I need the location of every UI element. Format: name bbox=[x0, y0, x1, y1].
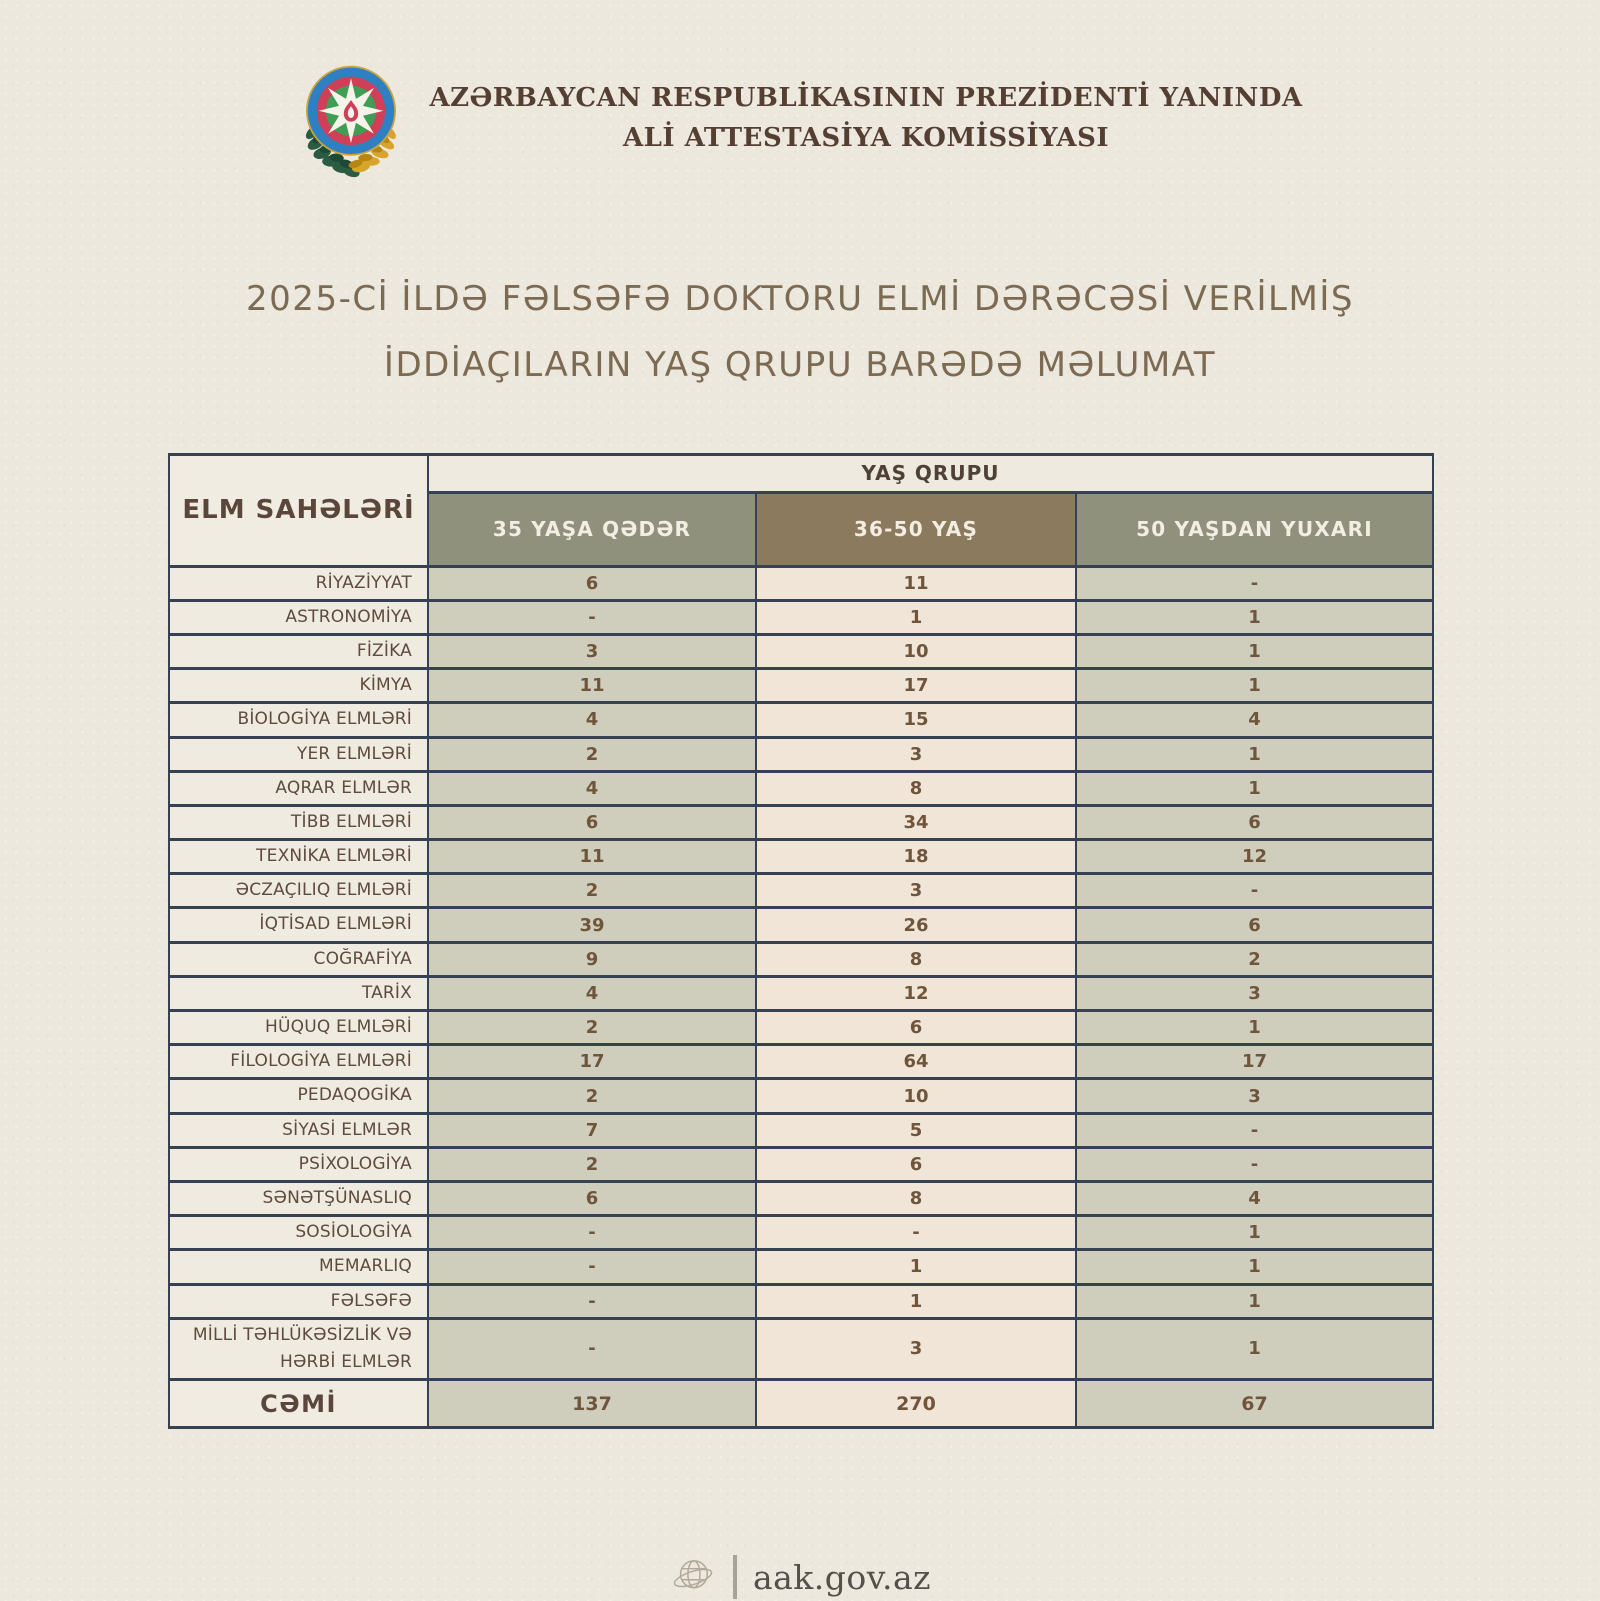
page-header bbox=[0, 0, 1600, 180]
table-row bbox=[169, 1318, 1433, 1379]
value-cell: 11 bbox=[428, 669, 756, 703]
value-cell: 2 bbox=[428, 1011, 756, 1045]
table-row bbox=[169, 1147, 1433, 1181]
science-field-label: PSİXOLOGİYA bbox=[169, 1147, 428, 1181]
total-value-under-35: 137 bbox=[428, 1380, 756, 1428]
value-cell: 2 bbox=[428, 874, 756, 908]
organization-name-line2: ALİ ATTESTASİYA KOMİSSİYASI bbox=[622, 123, 1110, 153]
science-field-label: YER ELMLƏRİ bbox=[169, 737, 428, 771]
total-value-36-50: 270 bbox=[756, 1380, 1076, 1428]
science-field-label: MİLLİ TƏHLÜKƏSİZLİK VƏ HƏRBİ ELMLƏR bbox=[169, 1318, 428, 1379]
value-cell: 17 bbox=[1076, 1045, 1433, 1079]
value-cell: - bbox=[428, 1216, 756, 1250]
value-cell: 64 bbox=[756, 1045, 1076, 1079]
azerbaijan-coat-of-arms-icon bbox=[297, 56, 405, 180]
table-row bbox=[169, 1113, 1433, 1147]
globe-icon bbox=[669, 1553, 717, 1601]
value-cell: 10 bbox=[756, 634, 1076, 668]
table-row bbox=[169, 874, 1433, 908]
value-cell: 3 bbox=[756, 737, 1076, 771]
column-header-over-50: 50 YAŞDAN YUXARI bbox=[1076, 492, 1433, 566]
footer-divider bbox=[733, 1555, 737, 1599]
value-cell: 6 bbox=[1076, 805, 1433, 839]
table-row bbox=[169, 737, 1433, 771]
value-cell: 11 bbox=[756, 566, 1076, 600]
total-row bbox=[169, 1380, 1433, 1428]
value-cell: 9 bbox=[428, 942, 756, 976]
table-row bbox=[169, 1181, 1433, 1215]
science-field-label: FİLOLOGİYA ELMLƏRİ bbox=[169, 1045, 428, 1079]
value-cell: 1 bbox=[1076, 600, 1433, 634]
page-title-line1: 2025-Cİ İLDƏ FƏLSƏFƏ DOKTORU ELMİ DƏRƏCƏSİ VERİLMİŞ bbox=[246, 279, 1354, 319]
table-row bbox=[169, 1284, 1433, 1318]
science-field-label: TARİX bbox=[169, 976, 428, 1010]
value-cell: - bbox=[756, 1216, 1076, 1250]
value-cell: - bbox=[1076, 566, 1433, 600]
value-cell: 1 bbox=[1076, 1318, 1433, 1379]
value-cell: 4 bbox=[428, 976, 756, 1010]
age-group-table-wrapper bbox=[168, 453, 1432, 1430]
value-cell: 15 bbox=[756, 703, 1076, 737]
value-cell: 1 bbox=[756, 1284, 1076, 1318]
science-field-label: COĞRAFİYA bbox=[169, 942, 428, 976]
value-cell: - bbox=[428, 1318, 756, 1379]
value-cell: 1 bbox=[756, 600, 1076, 634]
organization-name bbox=[429, 78, 1302, 159]
science-field-label: SOSİOLOGİYA bbox=[169, 1216, 428, 1250]
science-field-label: SİYASİ ELMLƏR bbox=[169, 1113, 428, 1147]
science-field-label: İQTİSAD ELMLƏRİ bbox=[169, 908, 428, 942]
value-cell: 4 bbox=[428, 703, 756, 737]
value-cell: 10 bbox=[756, 1079, 1076, 1113]
value-cell: 4 bbox=[1076, 1181, 1433, 1215]
science-field-label: FƏLSƏFƏ bbox=[169, 1284, 428, 1318]
value-cell: 4 bbox=[1076, 703, 1433, 737]
value-cell: - bbox=[428, 1250, 756, 1284]
value-cell: 1 bbox=[1076, 1250, 1433, 1284]
value-cell: 2 bbox=[428, 737, 756, 771]
value-cell: 3 bbox=[428, 634, 756, 668]
value-cell: 1 bbox=[1076, 1284, 1433, 1318]
value-cell: 1 bbox=[1076, 669, 1433, 703]
science-field-label: TEXNİKA ELMLƏRİ bbox=[169, 840, 428, 874]
value-cell: 26 bbox=[756, 908, 1076, 942]
value-cell: 6 bbox=[428, 1181, 756, 1215]
value-cell: 3 bbox=[756, 874, 1076, 908]
value-cell: 1 bbox=[1076, 1216, 1433, 1250]
value-cell: 18 bbox=[756, 840, 1076, 874]
value-cell: 4 bbox=[428, 771, 756, 805]
table-row bbox=[169, 942, 1433, 976]
value-cell: 8 bbox=[756, 771, 1076, 805]
value-cell: 2 bbox=[428, 1079, 756, 1113]
value-cell: 1 bbox=[1076, 737, 1433, 771]
table-row bbox=[169, 634, 1433, 668]
value-cell: 7 bbox=[428, 1113, 756, 1147]
group-header-row bbox=[169, 454, 1433, 492]
value-cell: 6 bbox=[756, 1147, 1076, 1181]
value-cell: 2 bbox=[428, 1147, 756, 1181]
table-row bbox=[169, 703, 1433, 737]
science-field-label: ƏCZAÇILIQ ELMLƏRİ bbox=[169, 874, 428, 908]
value-cell: 5 bbox=[756, 1113, 1076, 1147]
value-cell: - bbox=[1076, 1147, 1433, 1181]
group-header: YAŞ QRUPU bbox=[428, 454, 1433, 492]
table-row bbox=[169, 600, 1433, 634]
value-cell: 17 bbox=[756, 669, 1076, 703]
table-row bbox=[169, 840, 1433, 874]
table-row bbox=[169, 805, 1433, 839]
science-field-label: FİZİKA bbox=[169, 634, 428, 668]
table-body bbox=[169, 566, 1433, 1380]
value-cell: - bbox=[428, 1284, 756, 1318]
science-field-label: BİOLOGİYA ELMLƏRİ bbox=[169, 703, 428, 737]
value-cell: 1 bbox=[1076, 1011, 1433, 1045]
corner-header: ELM SAHƏLƏRİ bbox=[169, 454, 428, 566]
organization-name-line1: AZƏRBAYCAN RESPUBLİKASININ PREZİDENTİ YANINDA bbox=[429, 82, 1303, 113]
science-field-label: ASTRONOMİYA bbox=[169, 600, 428, 634]
value-cell: 6 bbox=[756, 1011, 1076, 1045]
science-field-label: PEDAQOGİKA bbox=[169, 1079, 428, 1113]
table-row bbox=[169, 908, 1433, 942]
value-cell: 1 bbox=[1076, 634, 1433, 668]
science-field-label: RİYAZİYYAT bbox=[169, 566, 428, 600]
value-cell: 39 bbox=[428, 908, 756, 942]
value-cell: 11 bbox=[428, 840, 756, 874]
total-label: CƏMİ bbox=[169, 1380, 428, 1428]
value-cell: 6 bbox=[1076, 908, 1433, 942]
table-row bbox=[169, 1216, 1433, 1250]
science-field-label: HÜQUQ ELMLƏRİ bbox=[169, 1011, 428, 1045]
value-cell: 12 bbox=[756, 976, 1076, 1010]
column-header-under-35: 35 YAŞA QƏDƏR bbox=[428, 492, 756, 566]
value-cell: 17 bbox=[428, 1045, 756, 1079]
table-row bbox=[169, 1250, 1433, 1284]
table-row bbox=[169, 771, 1433, 805]
science-field-label: AQRAR ELMLƏR bbox=[169, 771, 428, 805]
science-field-label: SƏNƏTŞÜNASLIQ bbox=[169, 1181, 428, 1215]
table-row bbox=[169, 1079, 1433, 1113]
page-footer bbox=[0, 1553, 1600, 1601]
table-row bbox=[169, 1011, 1433, 1045]
value-cell: 1 bbox=[756, 1250, 1076, 1284]
value-cell: 8 bbox=[756, 1181, 1076, 1215]
science-field-label: KİMYA bbox=[169, 669, 428, 703]
value-cell: 1 bbox=[1076, 771, 1433, 805]
table-row bbox=[169, 669, 1433, 703]
value-cell: - bbox=[1076, 1113, 1433, 1147]
value-cell: 12 bbox=[1076, 840, 1433, 874]
table-row bbox=[169, 976, 1433, 1010]
value-cell: - bbox=[1076, 874, 1433, 908]
science-field-label: MEMARLIQ bbox=[169, 1250, 428, 1284]
value-cell: 2 bbox=[1076, 942, 1433, 976]
value-cell: 3 bbox=[1076, 1079, 1433, 1113]
value-cell: 6 bbox=[428, 566, 756, 600]
value-cell: 3 bbox=[1076, 976, 1433, 1010]
page-title-line2: İDDİAÇILARIN YAŞ QRUPU BARƏDƏ MƏLUMAT bbox=[383, 345, 1217, 386]
table-row bbox=[169, 566, 1433, 600]
value-cell: - bbox=[428, 600, 756, 634]
page-title bbox=[0, 266, 1600, 399]
table-row bbox=[169, 1045, 1433, 1079]
value-cell: 34 bbox=[756, 805, 1076, 839]
age-group-table bbox=[168, 453, 1434, 1430]
science-field-label: TİBB ELMLƏRİ bbox=[169, 805, 428, 839]
value-cell: 3 bbox=[756, 1318, 1076, 1379]
value-cell: 6 bbox=[428, 805, 756, 839]
value-cell: 8 bbox=[756, 942, 1076, 976]
total-value-over-50: 67 bbox=[1076, 1380, 1433, 1428]
column-header-36-50: 36-50 YAŞ bbox=[756, 492, 1076, 566]
website-address: aak.gov.az bbox=[752, 1557, 932, 1597]
